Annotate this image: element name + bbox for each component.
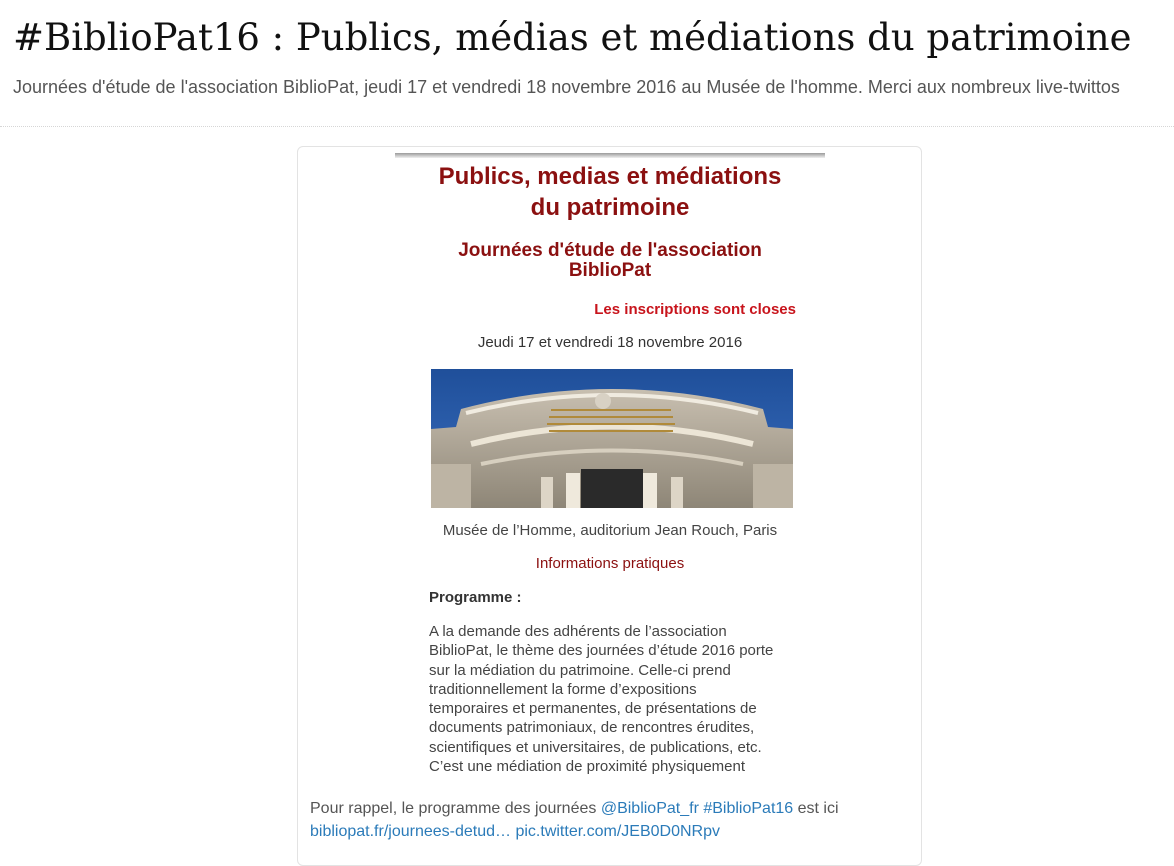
story-header [0, 0, 1174, 127]
programme-line: traditionnellement la forme d’expositions [429, 680, 697, 698]
programme-label: Programme : [429, 589, 522, 606]
event-title [395, 161, 825, 223]
event-title-line1: Publics, medias et médiations [438, 163, 782, 190]
programme-url-link[interactable]: bibliopat.fr/journees-detud… [310, 823, 512, 840]
programme-line: A la demande des adhérents de l’association [429, 623, 727, 640]
programme-line: documents patrimoniaux, de rencontres érudites, [429, 719, 755, 737]
pic-twitter-link[interactable]: pic.twitter.com/JEB0D0NRpv [515, 823, 720, 840]
programme-line: BiblioPat, le thème des journées d’étude 2016 porte [429, 642, 774, 660]
event-subheading-line1: Journées d'étude de l'association [458, 240, 762, 261]
story-title: #BiblioPat16 : Publics, médias et médiations du patrimoine [13, 16, 1132, 59]
image-top-shadow [395, 153, 825, 158]
programme-line: C’est une médiation de proximité physiquement [429, 758, 746, 776]
tweet-text-outro: est ici [793, 800, 839, 817]
event-subheading [395, 241, 825, 281]
mention-link[interactable]: @BiblioPat_fr [600, 800, 699, 817]
programme-line: scientifiques et universitaires, de publications, etc. [429, 738, 762, 756]
musee-de-l-homme-photo [431, 369, 793, 508]
embedded-tweet-card[interactable] [297, 146, 922, 866]
event-venue: Musée de l’Homme, auditorium Jean Rouch, Paris [442, 522, 778, 539]
tweet-text [310, 797, 910, 843]
practical-info-link[interactable]: Informations pratiques [535, 555, 685, 572]
event-subheading-line2: BiblioPat [568, 260, 652, 281]
programme-line: temporaires et permanentes, de présentations de [429, 700, 757, 718]
tweet-text-intro: Pour rappel, le programme des journées [310, 800, 601, 817]
tweet-image[interactable] [395, 153, 825, 785]
building-facade-illustration [431, 369, 793, 508]
programme-description [429, 622, 801, 776]
registration-closed-notice: Les inscriptions sont closes [594, 301, 796, 318]
hashtag-link[interactable]: #BiblioPat16 [703, 800, 794, 817]
event-title-line2: du patrimoine [530, 194, 690, 221]
event-dates: Jeudi 17 et vendredi 18 novembre 2016 [477, 334, 743, 351]
story-subtitle: Journées d'étude de l'association BiblioPat, jeudi 17 et vendredi 18 novembre 2016 au Musée de l'homme. Merci aux nombreux live-twittos [13, 77, 1120, 97]
programme-line: sur la médiation du patrimoine. Celle-ci prend [429, 661, 731, 679]
